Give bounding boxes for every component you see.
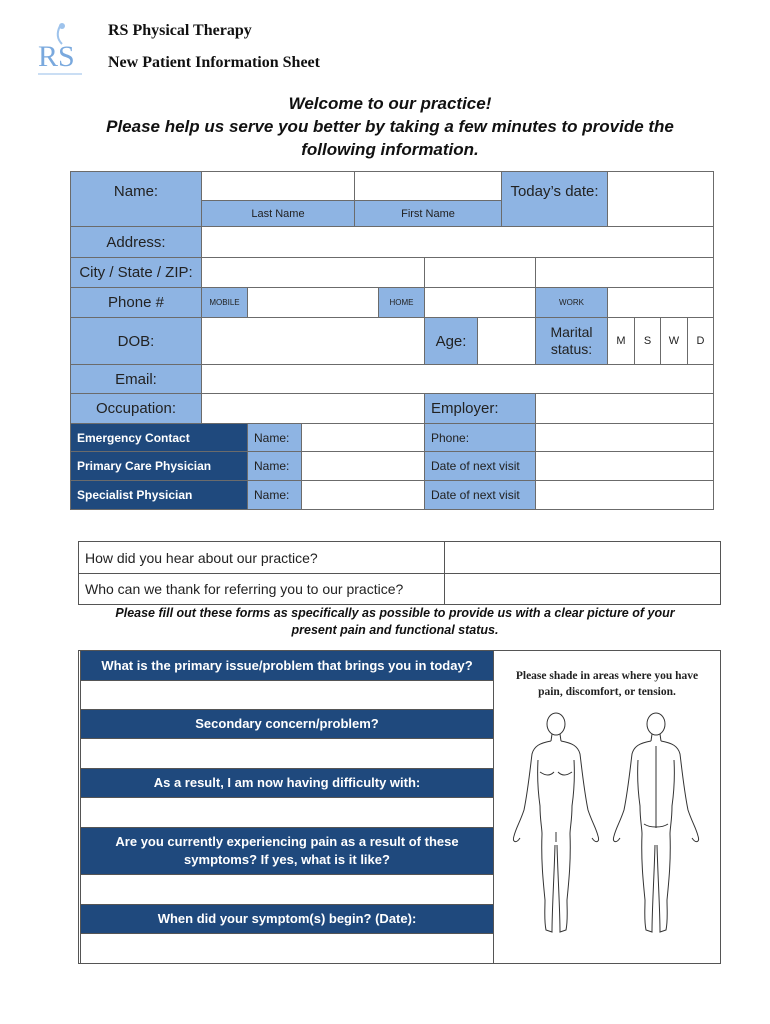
email-label: Email: [70, 364, 202, 394]
mobile-label: MOBILE [201, 287, 248, 318]
age-field[interactable] [477, 317, 536, 365]
marital-option-d[interactable]: D [687, 317, 714, 365]
body-chart-line-1: Please shade in areas where you have [515, 670, 699, 682]
primary-care-visit-field[interactable] [535, 451, 714, 481]
primary-care-name-field[interactable] [301, 451, 425, 481]
emergency-contact-label: Emergency Contact [70, 423, 248, 452]
marital-option-w[interactable]: W [660, 317, 688, 365]
first-name-label: First Name [354, 200, 502, 227]
city-state-zip-label: City / State / ZIP: [70, 257, 202, 288]
occupation-field[interactable] [201, 393, 425, 424]
first-name-field[interactable] [354, 171, 502, 201]
body-chart-diagram[interactable] [510, 710, 702, 936]
specialist-name-label: Name: [247, 480, 302, 510]
address-label: Address: [70, 226, 202, 258]
work-label: WORK [535, 287, 608, 318]
instructions-line-1: Please fill out these forms as specifically as possible to provide us with a clear picture of your [115, 606, 675, 620]
specialist-visit-label: Date of next visit [424, 480, 536, 510]
home-phone-field[interactable] [424, 287, 536, 318]
last-name-label: Last Name [201, 200, 355, 227]
marital-option-m[interactable]: M [607, 317, 635, 365]
occupation-label: Occupation: [70, 393, 202, 424]
dob-field[interactable] [201, 317, 425, 365]
question-difficulty: As a result, I am now having difficulty with: [80, 768, 494, 798]
specialist-visit-field[interactable] [535, 480, 714, 510]
marital-status-label: Marital status: [535, 317, 608, 365]
front-body-figure [513, 713, 598, 932]
welcome-line-3: following information. [301, 140, 479, 159]
answer-secondary-concern[interactable] [80, 738, 494, 769]
back-body-figure [613, 713, 698, 932]
instructions-note [70, 605, 720, 639]
todays-date-label: Today’s date: [501, 171, 608, 227]
clinic-name: RS Physical Therapy [108, 22, 252, 39]
question-secondary-concern: Secondary concern/problem? [80, 709, 494, 739]
marital-option-s[interactable]: S [634, 317, 661, 365]
instructions-line-2: present pain and functional status. [291, 623, 499, 637]
hear-about-field[interactable] [444, 541, 721, 574]
todays-date-field[interactable] [607, 171, 714, 227]
phone-label: Phone # [70, 287, 202, 318]
referral-thanks-label: Who can we thank for referring you to our practice? [78, 573, 445, 605]
age-label: Age: [424, 317, 478, 365]
question-symptom-date: When did your symptom(s) begin? (Date): [80, 904, 494, 934]
question-pain-line-1: Are you currently experiencing pain as a result of these [115, 834, 459, 849]
last-name-field[interactable] [201, 171, 355, 201]
name-label: Name: [70, 171, 202, 227]
question-pain-line-2: symptoms? If yes, what is it like? [184, 852, 390, 867]
body-chart-line-2: pain, discomfort, or tension. [538, 686, 676, 698]
emergency-name-label: Name: [247, 423, 302, 452]
answer-difficulty[interactable] [80, 797, 494, 828]
state-field[interactable] [424, 257, 536, 288]
welcome-message [60, 92, 720, 161]
primary-care-label: Primary Care Physician [70, 451, 248, 481]
question-primary-issue: What is the primary issue/problem that brings you in today? [80, 650, 494, 681]
employer-field[interactable] [535, 393, 714, 424]
email-field[interactable] [201, 364, 714, 394]
answer-symptom-date[interactable] [80, 933, 494, 964]
answer-pain[interactable] [80, 874, 494, 905]
zip-field[interactable] [535, 257, 714, 288]
sheet-title: New Patient Information Sheet [108, 54, 320, 71]
referral-thanks-field[interactable] [444, 573, 721, 605]
city-field[interactable] [201, 257, 425, 288]
dob-label: DOB: [70, 317, 202, 365]
emergency-name-field[interactable] [301, 423, 425, 452]
welcome-line-1: Welcome to our practice! [288, 94, 492, 113]
emergency-phone-field[interactable] [535, 423, 714, 452]
primary-care-name-label: Name: [247, 451, 302, 481]
question-pain [80, 827, 494, 875]
specialist-name-field[interactable] [301, 480, 425, 510]
logo-text: RS [38, 40, 75, 73]
employer-label: Employer: [424, 393, 536, 424]
address-field[interactable] [201, 226, 714, 258]
hear-about-label: How did you hear about our practice? [78, 541, 445, 574]
body-chart-instructions [494, 668, 720, 700]
work-phone-field[interactable] [607, 287, 714, 318]
specialist-label: Specialist Physician [70, 480, 248, 510]
mobile-phone-field[interactable] [247, 287, 379, 318]
home-label: HOME [378, 287, 425, 318]
primary-care-visit-label: Date of next visit [424, 451, 536, 481]
welcome-line-2: Please help us serve you better by taking a few minutes to provide the [106, 117, 674, 136]
clinic-logo [32, 20, 90, 80]
answer-primary-issue[interactable] [80, 680, 494, 710]
emergency-phone-label: Phone: [424, 423, 536, 452]
